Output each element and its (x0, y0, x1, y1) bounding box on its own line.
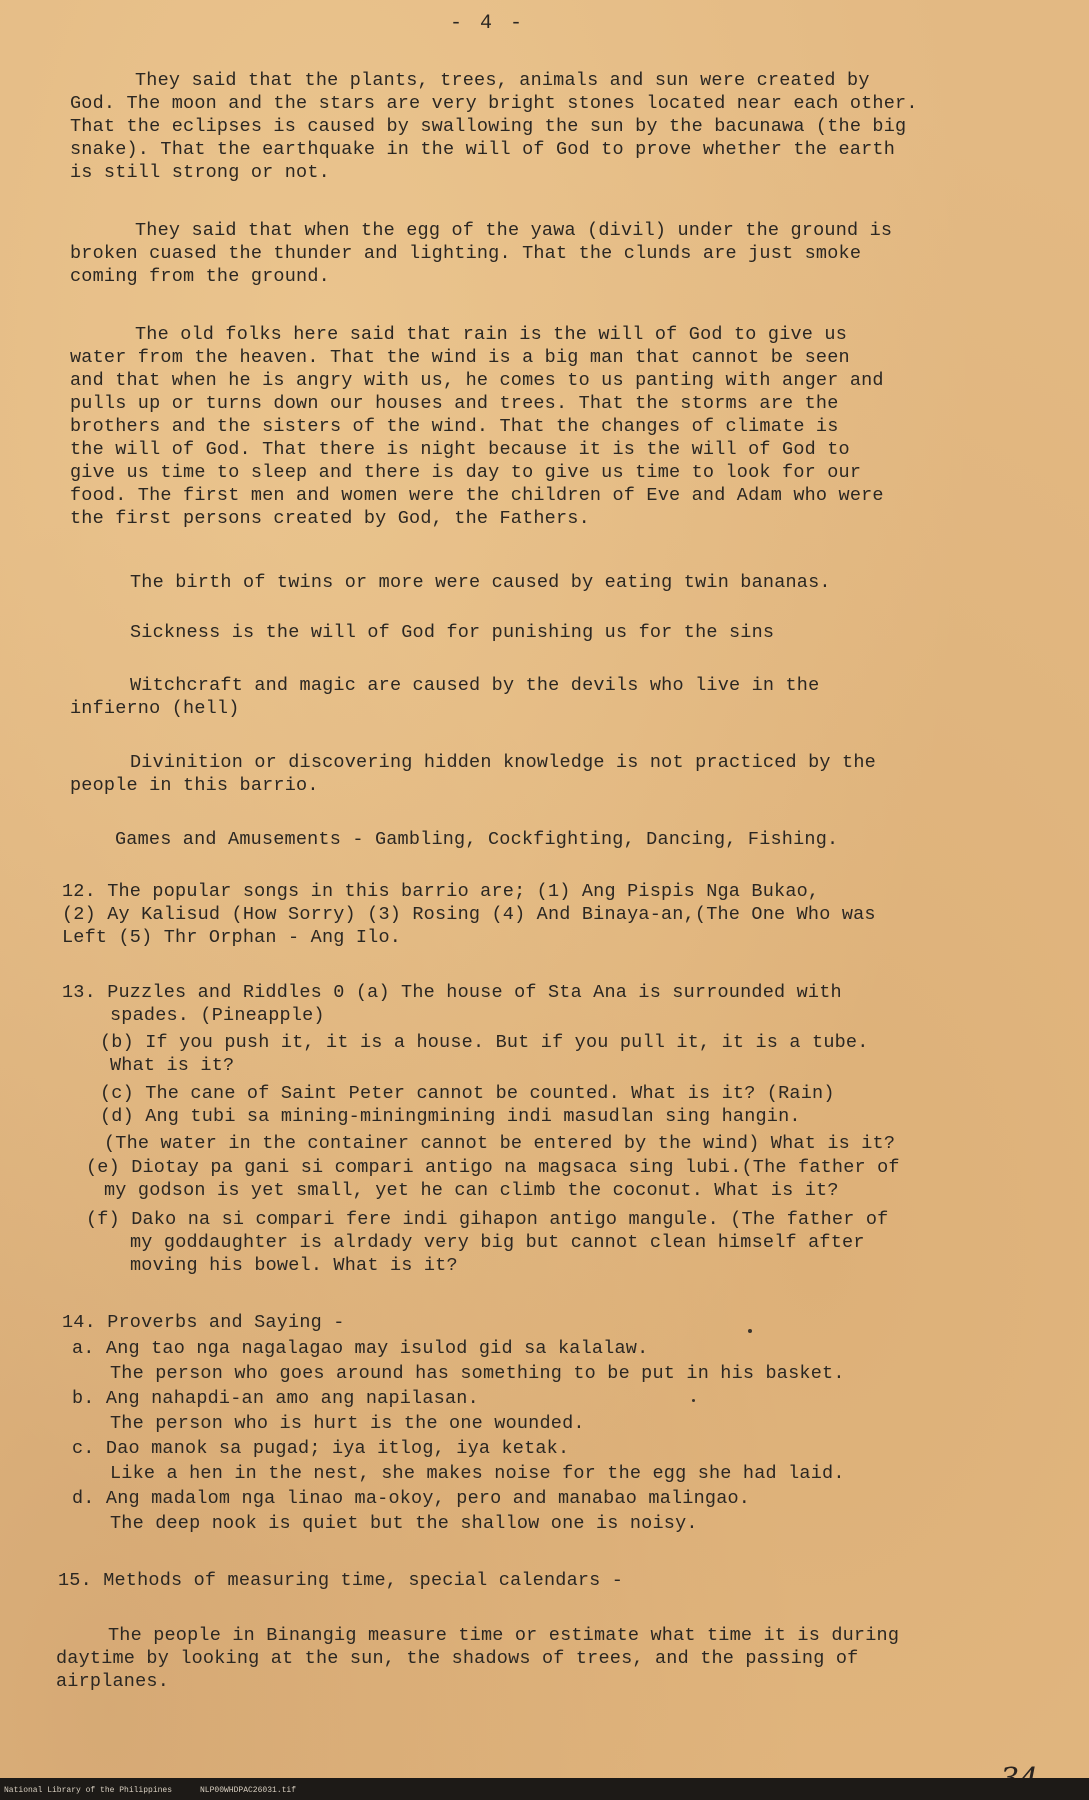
page-number: - 4 - (450, 12, 526, 35)
text-line: a. Ang tao nga nagalagao may isulod gid sa kalalaw. (72, 1338, 649, 1359)
file-id-stamp: NLP00WHDPAC26031.tif (200, 1786, 297, 1795)
text-line: people in this barrio. (70, 775, 319, 796)
text-line: food. The first men and women were the children of Eve and Adam who were (70, 485, 884, 506)
text-line: (The water in the container cannot be entered by the wind) What is it? (104, 1133, 896, 1154)
text-line: The birth of twins or more were caused by eating twin bananas. (130, 572, 831, 593)
text-line: Like a hen in the nest, she makes noise for the egg she had laid. (110, 1463, 845, 1484)
text-line: my goddaughter is alrdady very big but cannot clean himself after (130, 1232, 865, 1253)
text-line: The person who goes around has something to be put in his basket. (110, 1363, 845, 1384)
text-line: broken cuased the thunder and lighting. That the clunds are just smoke (70, 243, 862, 264)
text-line: 15. Methods of measuring time, special calendars - (58, 1570, 624, 1591)
library-stamp: National Library of the Philippines (4, 1786, 173, 1795)
text-line: infierno (hell) (70, 698, 240, 719)
text-line: the first persons created by God, the Fathers. (70, 508, 590, 529)
text-line: (f) Dako na si compari fere indi gihapon antigo mangule. (The father of (86, 1209, 889, 1230)
text-line: daytime by looking at the sun, the shadows of trees, and the passing of (56, 1648, 859, 1669)
text-line: is still strong or not. (70, 162, 330, 183)
text-line: spades. (Pineapple) (110, 1005, 325, 1026)
text-line: 12. The popular songs in this barrio are; (1) Ang Pispis Nga Bukao, (62, 881, 820, 902)
text-line: The person who is hurt is the one wounded. (110, 1413, 585, 1434)
text-line: What is it? (110, 1055, 235, 1076)
text-line: b. Ang nahapdi-an amo ang napilasan. (72, 1388, 479, 1409)
text-line: d. Ang madalom nga linao ma-okoy, pero and manabao malingao. (72, 1488, 751, 1509)
text-line: Divinition or discovering hidden knowledge is not practiced by the (130, 752, 876, 773)
text-line: snake). That the earthquake in the will of God to prove whether the earth (70, 139, 896, 160)
text-line: and that when he is angry with us, he comes to us panting with anger and (70, 370, 884, 391)
text-line: Games and Amusements - Gambling, Cockfighting, Dancing, Fishing. (115, 829, 839, 850)
text-line: The old folks here said that rain is the will of God to give us (135, 324, 848, 345)
text-line: airplanes. (56, 1671, 170, 1692)
text-line: (e) Diotay pa gani si compari antigo na magsaca sing lubi.(The father of (86, 1157, 900, 1178)
text-line: The people in Binangig measure time or estimate what time it is during (108, 1625, 900, 1646)
text-line: give us time to sleep and there is day to give us time to look for our (70, 462, 862, 483)
text-line: coming from the ground. (70, 266, 330, 287)
text-line: Sickness is the will of God for punishing us for the sins (130, 622, 775, 643)
text-line: Witchcraft and magic are caused by the devils who live in the (130, 675, 820, 696)
text-line: my godson is yet small, yet he can climb the coconut. What is it? (104, 1180, 839, 1201)
text-line: pulls up or turns down our houses and trees. That the storms are the (70, 393, 839, 414)
text-line: the will of God. That there is night because it is the will of God to (70, 439, 850, 460)
text-line: moving his bowel. What is it? (130, 1255, 458, 1276)
text-line: The deep nook is quiet but the shallow one is noisy. (110, 1513, 698, 1534)
text-line: 14. Proverbs and Saying - (62, 1312, 345, 1333)
ink-speck (748, 1329, 752, 1333)
text-line: 13. Puzzles and Riddles 0 (a) The house of Sta Ana is surrounded with (62, 982, 842, 1003)
ink-speck (692, 1399, 695, 1402)
text-line: That the eclipses is caused by swallowing the sun by the bacunawa (the big (70, 116, 907, 137)
text-line: (2) Ay Kalisud (How Sorry) (3) Rosing (4) And Binaya-an,(The One Who was (62, 904, 876, 925)
text-line: God. The moon and the stars are very bright stones located near each other. (70, 93, 918, 114)
text-line: c. Dao manok sa pugad; iya itlog, iya ketak. (72, 1438, 570, 1459)
text-line: They said that when the egg of the yawa (divil) under the ground is (135, 220, 893, 241)
text-line: They said that the plants, trees, animals and sun were created by (135, 70, 870, 91)
text-line: (b) If you push it, it is a house. But if you pull it, it is a tube. (100, 1032, 869, 1053)
text-line: brothers and the sisters of the wind. That the changes of climate is (70, 416, 839, 437)
text-line: water from the heaven. That the wind is a big man that cannot be seen (70, 347, 850, 368)
text-line: (d) Ang tubi sa mining-miningmining indi masudlan sing hangin. (100, 1106, 801, 1127)
text-line: (c) The cane of Saint Peter cannot be counted. What is it? (Rain) (100, 1083, 835, 1104)
text-line: Left (5) Thr Orphan - Ang Ilo. (62, 927, 402, 948)
